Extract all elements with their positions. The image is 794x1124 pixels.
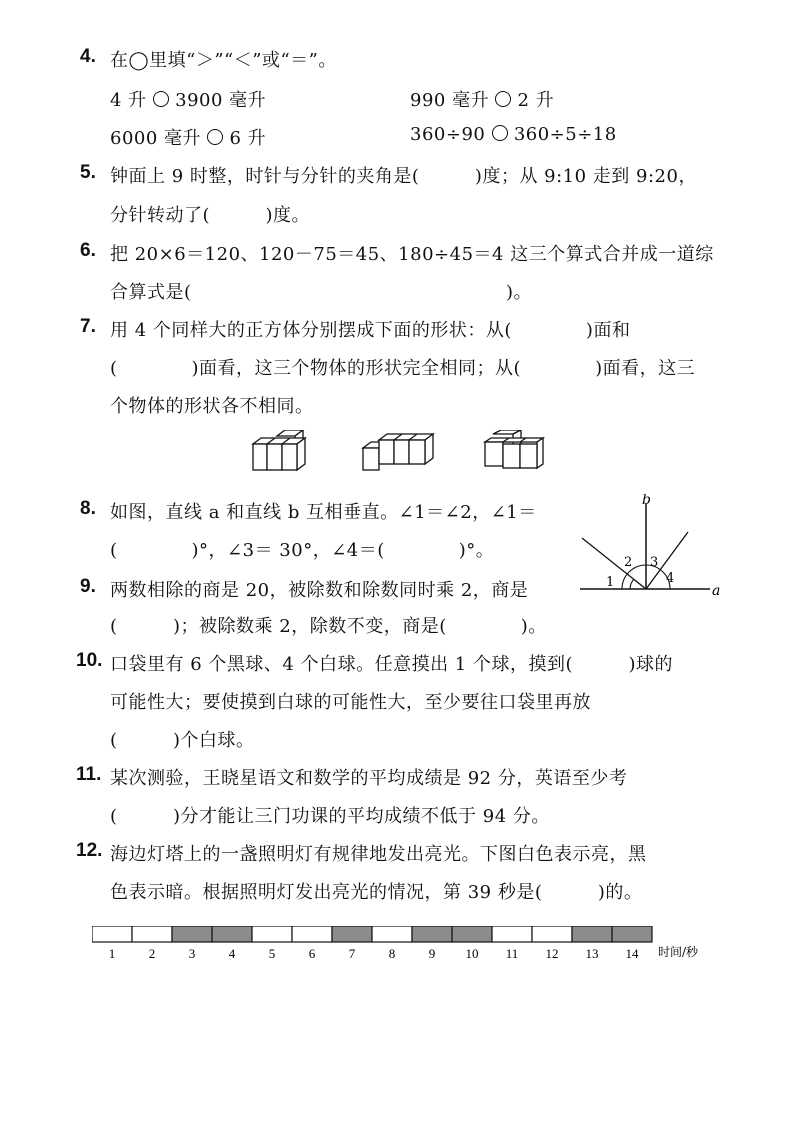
tick-label: 10 bbox=[465, 946, 479, 961]
tick-label: 1 bbox=[108, 946, 116, 961]
question-text: ( )面看，这三个物体的形状完全相同；从( )面看，这三 bbox=[110, 358, 696, 379]
tick-label: 7 bbox=[348, 946, 356, 961]
answer-circle[interactable] bbox=[153, 91, 169, 107]
tick-label: 3 bbox=[188, 946, 196, 961]
answer-circle[interactable] bbox=[492, 125, 508, 141]
timeline-cell-dark bbox=[332, 926, 372, 942]
timeline-cell-light bbox=[132, 926, 172, 942]
cube-shape-2 bbox=[363, 434, 433, 470]
timeline-cell-dark bbox=[572, 926, 612, 942]
angle-arc bbox=[630, 579, 634, 589]
tick-label: 14 bbox=[625, 946, 639, 961]
timeline-cell-light bbox=[532, 926, 572, 942]
question-text: 钟面上 9 时整，时针与分针的夹角是( )度；从 9:10 走到 9:20， bbox=[110, 166, 697, 187]
question-number: 6. bbox=[80, 240, 96, 261]
tick-label: 2 bbox=[148, 946, 156, 961]
angle-2-label: 2 bbox=[624, 555, 633, 570]
timeline-cell-light bbox=[372, 926, 412, 942]
timeline-cell-light bbox=[292, 926, 332, 942]
question-text: 色表示暗。根据照明灯发出亮光的情况，第 39 秒是( )的。 bbox=[110, 882, 643, 903]
cube-shape-3 bbox=[485, 430, 543, 468]
timeline-cell-dark bbox=[452, 926, 492, 942]
question-text: 用 4 个同样大的正方体分别摆成下面的形状：从( )面和 bbox=[110, 320, 631, 341]
timeline-cell-dark bbox=[212, 926, 252, 942]
question-number: 4. bbox=[80, 46, 96, 67]
question-number: 8. bbox=[80, 498, 96, 519]
angle-3-label: 3 bbox=[650, 555, 659, 570]
question-text: 某次测验，王晓星语文和数学的平均成绩是 92 分，英语至少考 bbox=[110, 768, 628, 789]
angle-4-label: 4 bbox=[666, 571, 675, 586]
tick-label: 9 bbox=[428, 946, 436, 961]
tick-label: 11 bbox=[505, 946, 519, 961]
tick-label: 5 bbox=[268, 946, 276, 961]
question-text: 把 20×6＝120、120－75＝45、180÷45＝4 这三个算式合并成一道综 bbox=[110, 244, 714, 265]
angle-figure bbox=[570, 494, 730, 604]
question-text: 个物体的形状各不相同。 bbox=[110, 396, 314, 417]
question-text: 可能性大；要使摸到白球的可能性大，至少要往口袋里再放 bbox=[110, 692, 591, 713]
tick-label: 8 bbox=[388, 946, 396, 961]
question-number: 10. bbox=[76, 650, 103, 671]
axis-label: 时间/秒 bbox=[658, 945, 699, 959]
compare-item: 990 毫升 2 升 bbox=[410, 90, 555, 111]
question-number: 5. bbox=[80, 162, 96, 183]
cube-shape-1 bbox=[253, 430, 305, 470]
question-text: 如图，直线 a 和直线 b 互相垂直。∠1＝∠2，∠1＝ bbox=[110, 502, 537, 523]
answer-circle[interactable] bbox=[495, 91, 511, 107]
question-text: 两数相除的商是 20，被除数和除数同时乘 2，商是 bbox=[110, 580, 529, 601]
question-text: ( )；被除数乘 2，除数不变，商是( )。 bbox=[110, 616, 547, 637]
timeline-cell-dark bbox=[172, 926, 212, 942]
tick-label: 13 bbox=[585, 946, 599, 961]
question-number: 7. bbox=[80, 316, 96, 337]
cube-figures bbox=[245, 430, 565, 478]
tick-label: 12 bbox=[545, 946, 559, 961]
tick-label: 4 bbox=[228, 946, 236, 961]
timeline-cell-dark bbox=[412, 926, 452, 942]
question-text: ( )分才能让三门功课的平均成绩不低于 94 分。 bbox=[110, 806, 550, 827]
question-number: 12. bbox=[76, 840, 103, 861]
question-number: 9. bbox=[80, 576, 96, 597]
label-b: b bbox=[642, 494, 651, 508]
angle-1-label: 1 bbox=[606, 575, 615, 590]
answer-circle[interactable] bbox=[207, 129, 223, 145]
tick-label: 6 bbox=[308, 946, 316, 961]
timeline-cell-light bbox=[252, 926, 292, 942]
question-text: 口袋里有 6 个黑球、4 个白球。任意摸出 1 个球，摸到( )球的 bbox=[110, 654, 674, 675]
compare-item: 4 升 3900 毫升 bbox=[110, 90, 267, 111]
light-timeline bbox=[92, 926, 732, 966]
question-text: 合算式是( )。 bbox=[110, 282, 533, 303]
label-a: a bbox=[712, 583, 721, 599]
timeline-cell-dark bbox=[612, 926, 652, 942]
timeline-cell-light bbox=[492, 926, 532, 942]
question-text: 在◯里填“＞”“＜”或“＝”。 bbox=[110, 50, 337, 71]
question-text: 分针转动了( )度。 bbox=[110, 205, 311, 226]
timeline-cell-light bbox=[92, 926, 132, 942]
question-text: 海边灯塔上的一盏照明灯有规律地发出亮光。下图白色表示亮，黑 bbox=[110, 844, 647, 865]
question-number: 11. bbox=[76, 764, 102, 785]
question-text: ( )个白球。 bbox=[110, 730, 255, 751]
question-text: ( )°，∠3＝ 30°，∠4＝( )°。 bbox=[110, 540, 495, 561]
compare-item: 6000 毫升 6 升 bbox=[110, 128, 267, 149]
compare-item: 360÷90 360÷5÷18 bbox=[410, 124, 617, 145]
